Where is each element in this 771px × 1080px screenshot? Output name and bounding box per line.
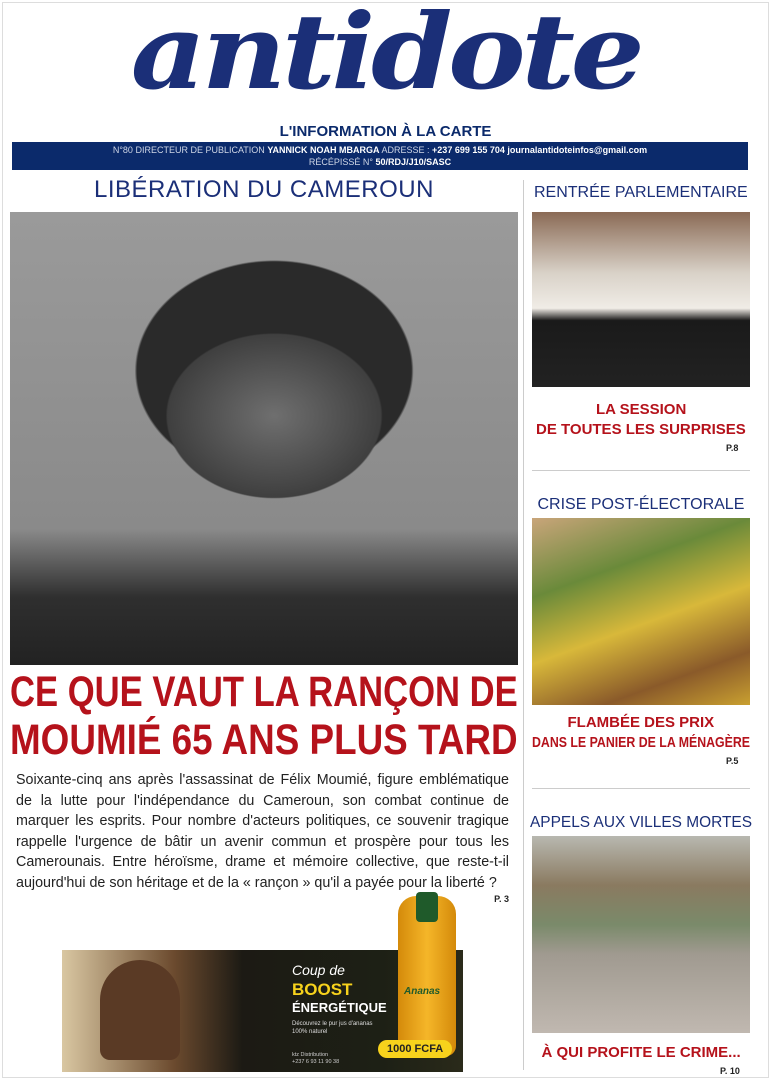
director-name: YANNICK NOAH MBARGA (267, 145, 380, 155)
price-badge: 1000 FCFA (378, 1040, 452, 1058)
section-label: CRISE POST-ÉLECTORALE (537, 496, 745, 513)
main-section-title (10, 176, 518, 204)
bottle-label: Ananas (404, 986, 441, 997)
ad-line-2: BOOST (292, 980, 353, 999)
section-title-text: LIBÉRATION DU CAMEROUN (94, 176, 434, 203)
sidebar-section-3 (530, 813, 752, 832)
page-ref: P.5 (726, 756, 739, 766)
masthead-logo: antidote (130, 0, 641, 113)
street-photo (532, 836, 750, 1033)
main-page-ref: P. 3 (494, 893, 509, 904)
page-ref: P. 10 (720, 1066, 740, 1076)
juice-bottle-image (398, 896, 456, 1056)
ad-distributor: ktz Distribution (292, 1052, 329, 1058)
receipt-label: RÉCÉPISSÉ N° (308, 157, 374, 167)
page-ref: P.8 (726, 443, 739, 453)
ad-line-3: ÉNERGÉTIQUE (292, 1000, 387, 1015)
sidebar-headline-2[interactable] (532, 713, 750, 753)
section-label: APPELS AUX VILLES MORTES (530, 814, 753, 831)
tagline: L'INFORMATION À LA CARTE (279, 123, 492, 140)
sidebar-headline-1[interactable] (532, 400, 750, 440)
sidebar-section-1 (530, 183, 752, 202)
contact-info: +237 699 155 704 journalantidoteinfos@gmail.com (432, 145, 648, 155)
divider (532, 470, 750, 471)
main-headline (10, 668, 518, 764)
headline-line: FLAMBÉE DES PRIX (567, 714, 715, 731)
divider (532, 788, 750, 789)
ad-phone: +237 6 93 11 90 38 (292, 1059, 340, 1065)
column-divider (523, 180, 524, 1070)
sidebar-headline-3[interactable] (532, 1043, 750, 1063)
headline-line: DANS LE PANIER DE LA MÉNAGÈRE (532, 734, 751, 751)
headline-line: DE TOUTES LES SURPRISES (536, 421, 746, 438)
section-label: RENTRÉE PARLEMENTAIRE (534, 184, 748, 201)
headline-line-2: MOUMIÉ 65 ANS PLUS TARD (10, 716, 518, 764)
market-photo (532, 518, 750, 705)
ad-person-image (100, 960, 180, 1060)
headline-line: LA SESSION (596, 401, 687, 418)
main-lead-text: Soixante-cinq ans après l'assassinat de Félix Moumié, figure emblématique de la lutte pour l'indépendance du Cameroun, son combat continue de marquer les esprits. Pour nombre d'acteurs politiques, ce souvenir tragique rappelle l'urgence de bâtir un avenir commun et prospère pour tous les Camerounais. Entre héroïsme, drame et mémoire collective, que reste-t-il aujourd'hui de son héritage et de la « rançon » qu'il a payée pour la liberté ? (16, 772, 509, 891)
headline-line: À QUI PROFITE LE CRIME... (541, 1044, 741, 1061)
headline-line-1: CE QUE VAUT LA RANÇON DE (10, 668, 518, 716)
ad-line-1: Coup de (292, 962, 345, 978)
ad-description: Découvrez le pur jus d'ananas 100% naturel (292, 1021, 373, 1035)
main-portrait-photo (10, 212, 518, 665)
address-label: ADRESSE : (381, 145, 430, 155)
sidebar-section-2 (530, 495, 752, 514)
publication-info-bar (12, 142, 748, 170)
parliament-photo (532, 212, 750, 387)
receipt-number: 50/RDJ/J10/SASC (375, 157, 452, 167)
main-article (16, 770, 509, 905)
director-label: DIRECTEUR DE PUBLICATION (135, 145, 265, 155)
issue-number: N°80 (112, 145, 133, 155)
